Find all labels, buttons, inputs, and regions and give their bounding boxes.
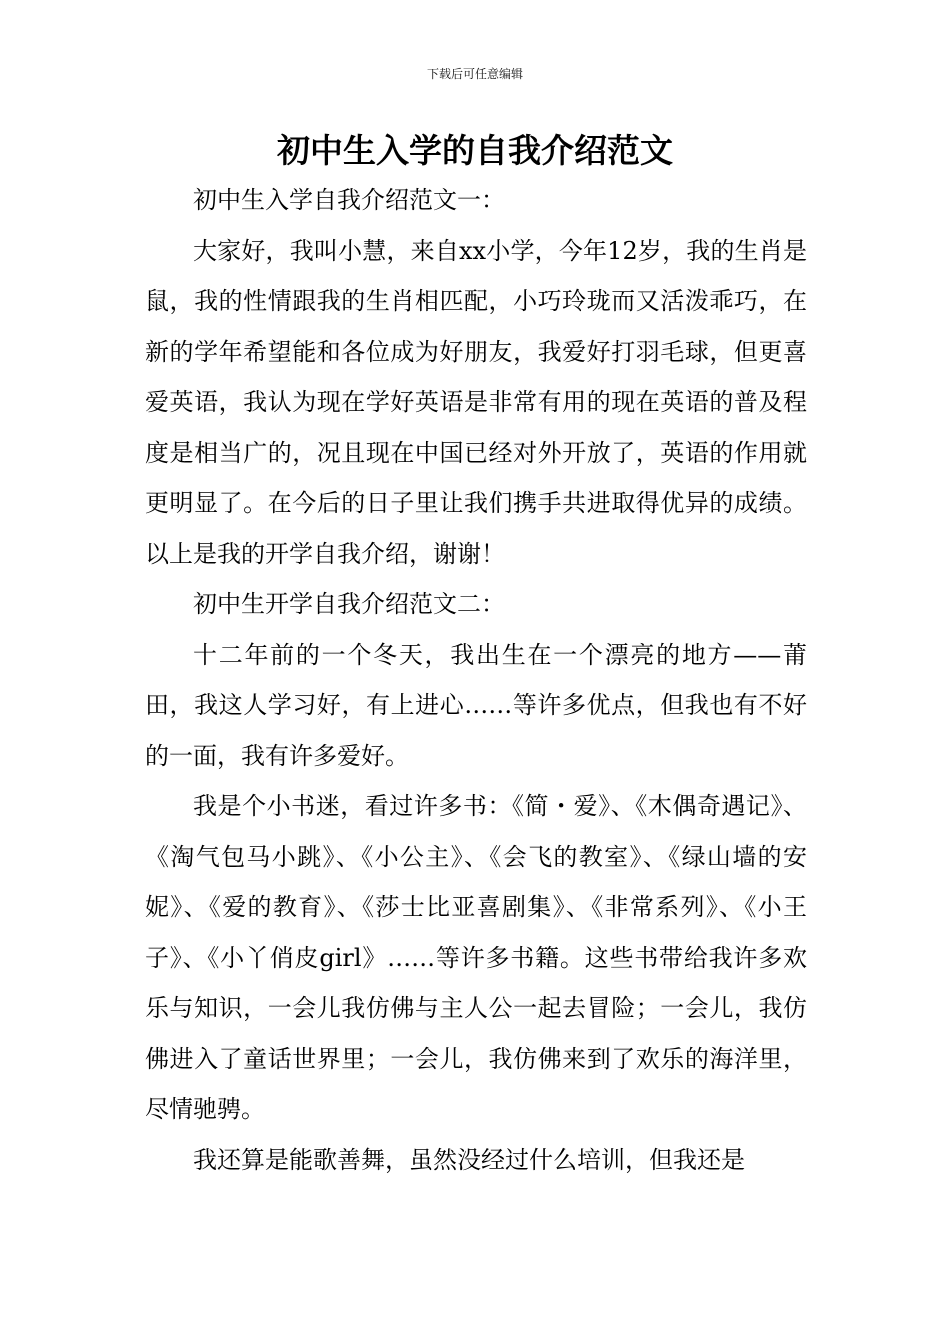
header-note: 下载后可任意编辑 — [426, 67, 523, 81]
document-body — [145, 175, 807, 1185]
paragraph-1: 大家好，我叫小慧，来自xx小学，今年12岁，我的生肖是鼠，我的性情跟我的生肖相匹配，小巧玲珑而又活泼乖巧，在新的学年希望能和各位成为好朋友，我爱好打羽毛球，但更喜爱英语，我认为现在学好英语是非常有用的现在英语的普及程度是相当广的，况且现在中国已经对外开放了，英语的作用就更明显了。在今后的日子里让我们携手共进取得优异的成绩。以上是我的开学自我介绍，谢谢！ — [145, 236, 807, 568]
paragraph-2: 十二年前的一个冬天，我出生在一个漂亮的地方——莆田，我这人学习好，有上进心……等许多优点，但我也有不好的一面，我有许多爱好。 — [145, 640, 807, 770]
section-heading-1: 初中生入学自我介绍范文一： — [193, 186, 505, 214]
section-heading-2: 初中生开学自我介绍范文二： — [193, 590, 505, 618]
document-title: 初中生入学的自我介绍范文 — [277, 131, 673, 170]
paragraph-4: 我还算是能歌善舞，虽然没经过什么培训，但我还是 — [193, 1145, 745, 1174]
paragraph-3: 我是个小书迷，看过许多书：《简・爱》、《木偶奇遇记》、《淘气包马小跳》、《小公主》、《会飞的教室》、《绿山墙的安妮》、《爱的教育》、《莎士比亚喜剧集》、《非常系列》、《小王子》、《小丫俏皮girl》……等许多书籍。这些书带给我许多欢乐与知识，一会儿我仿佛与主人公一起去冒险；一会儿，我仿佛进入了童话世界里；一会儿，我仿佛来到了欢乐的海洋里，尽情驰骋。 — [145, 792, 807, 1123]
